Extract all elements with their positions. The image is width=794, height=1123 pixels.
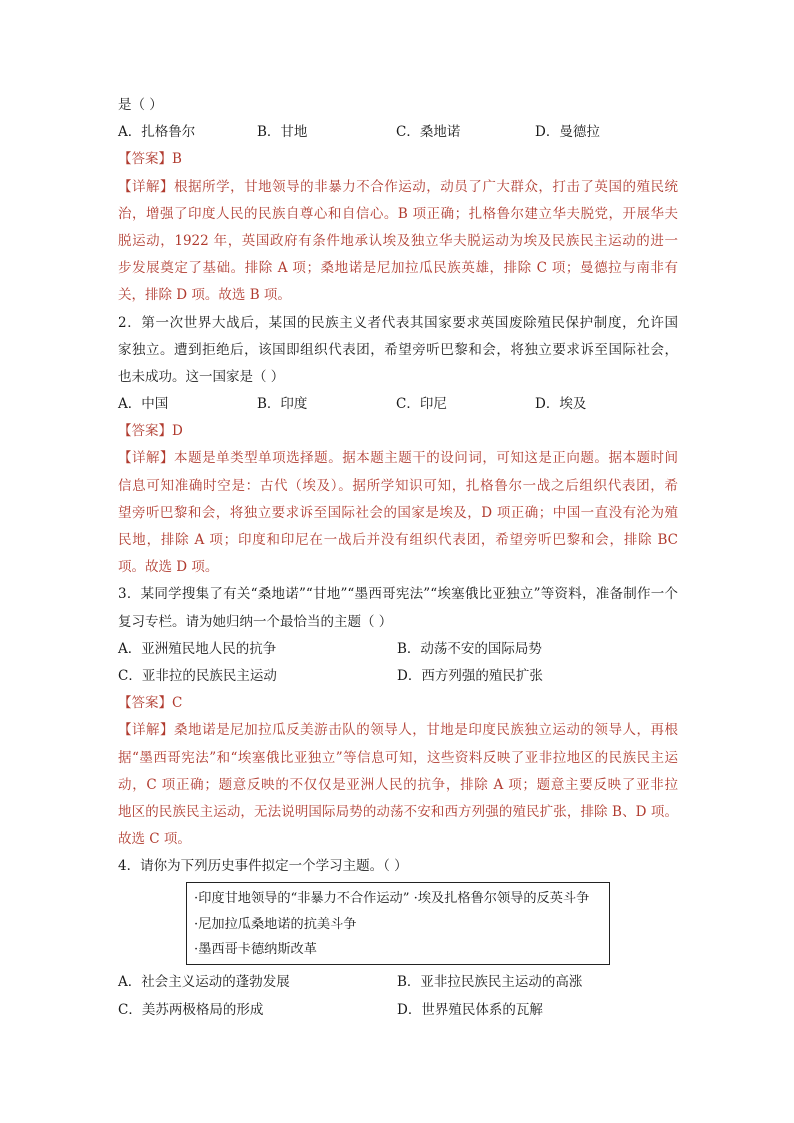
q4-stem: 4．请你为下列历史事件拟定一个学习主题。（ ）: [118, 858, 408, 875]
q2-stem-line: 2．第一次世界大战后，某国的民族主义者代表其国家要求英国废除殖民保护制度，允许国: [118, 314, 678, 331]
q1-stem-end: 是（ ）: [118, 97, 163, 113]
q4-option-a: A．社会主义运动的蓬勃发展: [118, 974, 290, 991]
q4-option-d: D．世界殖民体系的瓦解: [397, 1001, 543, 1018]
q2-stem-line: 家独立。遭到拒绝后，该国即组织代表团，希望旁听巴黎和会，将独立要求诉至国际社会，: [118, 341, 678, 358]
q4-event-item: ·墨西哥卡德纳斯改革: [194, 942, 317, 958]
q1-explanation-line: 脱运动，1922 年，英国政府有条件地承认埃及独立华夫脱运动为埃及民族民主运动的进一: [118, 232, 678, 249]
q3-option-a: A．亚洲殖民地人民的抗争: [118, 640, 277, 657]
q1-option-b: B．甘地: [257, 124, 308, 141]
q2-stem-line: 也未成功。这一国家是（ ）: [118, 368, 285, 385]
q4-options-row-1: [118, 969, 678, 996]
q2-option-c: C．印尼: [396, 396, 447, 413]
q1-option-a: A．扎格鲁尔: [118, 124, 196, 141]
q3-option-c: C．亚非拉的民族民主运动: [118, 667, 277, 684]
q1-answer: 【答案】B: [118, 151, 182, 168]
q1-explanation-line: 治，增强了印度人民的民族自尊心和自信心。B 项正确；扎格鲁尔建立华夫脱党，开展华夫: [118, 205, 678, 222]
q4-option-b: B．亚非拉民族民主运动的高涨: [397, 974, 583, 991]
q1-option-c: C．桑地诺: [396, 124, 461, 141]
q3-explanation-line: 故选 C 项。: [118, 831, 191, 848]
q1-explanation-line: 步发展奠定了基础。排除 A 项；桑地诺是尼加拉瓜民族英雄，排除 C 项；曼德拉与南非有: [118, 260, 678, 277]
q4-event-item: ·尼加拉瓜桑地诺的抗美斗争: [194, 916, 357, 932]
q3-explanation-line: 据“墨西哥宪法”和“埃塞俄比亚独立”等信息可知，这些资料反映了亚非拉地区的民族民主运: [118, 749, 678, 766]
q2-option-a: A．中国: [118, 396, 169, 413]
q2-explanation-line: 民地，排除 A 项；印度和印尼在一战后并没有组织代表团，希望旁听巴黎和会，排除 BC: [118, 532, 678, 548]
q2-explanation-line: 【详解】本题是单类型单项选择题。据本题主题干的设问词，可知这是正向题。据本题时间: [118, 450, 678, 467]
q4-events-box: [186, 882, 610, 965]
q3-explanation-line: 【详解】桑地诺是尼加拉瓜反美游击队的领导人，甘地是印度民族独立运动的领导人，再根: [118, 722, 678, 739]
q2-explanation-line: 望旁听巴黎和会，将独立要求诉至国际社会的国家是埃及，D 项正确；中国一直没有沦为殖: [118, 504, 678, 521]
q3-stem-line: 3．某同学搜集了有关“桑地诺”“甘地”“墨西哥宪法”“埃塞俄比亚独立”等资料，准备制作一个: [118, 586, 678, 603]
q3-explanation-line: 地区的民族民主运动，无法说明国际局势的动荡不安和西方列强的殖民扩张，排除 B、D 项。: [118, 803, 678, 820]
q3-answer: 【答案】C: [118, 695, 183, 712]
q1-options: [118, 119, 678, 146]
q3-options-row-1: [118, 636, 678, 663]
q4-options-row-2: [118, 997, 678, 1024]
q2-option-d: D．埃及: [535, 396, 587, 413]
q3-option-d: D．西方列强的殖民扩张: [397, 667, 543, 684]
q4-event-item: ·印度甘地领导的“非暴力不合作运动” ·埃及扎格鲁尔领导的反英斗争: [194, 891, 590, 907]
q3-stem-line: 复习专栏。请为她归纳一个最恰当的主题（ ）: [118, 613, 393, 630]
q3-options-row-2: [118, 663, 678, 690]
q4-option-c: C．美苏两极格局的形成: [118, 1001, 264, 1018]
q3-option-b: B．动荡不安的国际局势: [397, 640, 542, 657]
document-page: [118, 92, 678, 1024]
q1-explanation-line: 关，排除 D 项。故选 B 项。: [118, 287, 291, 304]
q1-explanation-line: 【详解】根据所学，甘地领导的非暴力不合作运动，动员了广大群众，打击了英国的殖民统: [118, 178, 678, 195]
q2-options: [118, 391, 678, 418]
q2-option-b: B．印度: [257, 396, 308, 413]
q2-explanation-line: 信息可知准确时空是：古代（埃及）。据所学知识可知，扎格鲁尔一战之后组织代表团，希: [118, 477, 678, 494]
q2-explanation-line: 项。故选 D 项。: [118, 559, 219, 576]
q1-option-d: D．曼德拉: [535, 124, 600, 141]
q2-answer: 【答案】D: [118, 423, 183, 440]
q3-explanation-line: 动，C 项正确；题意反映的不仅仅是亚洲人民的抗争，排除 A 项；题意主要反映了亚非拉: [118, 776, 678, 793]
